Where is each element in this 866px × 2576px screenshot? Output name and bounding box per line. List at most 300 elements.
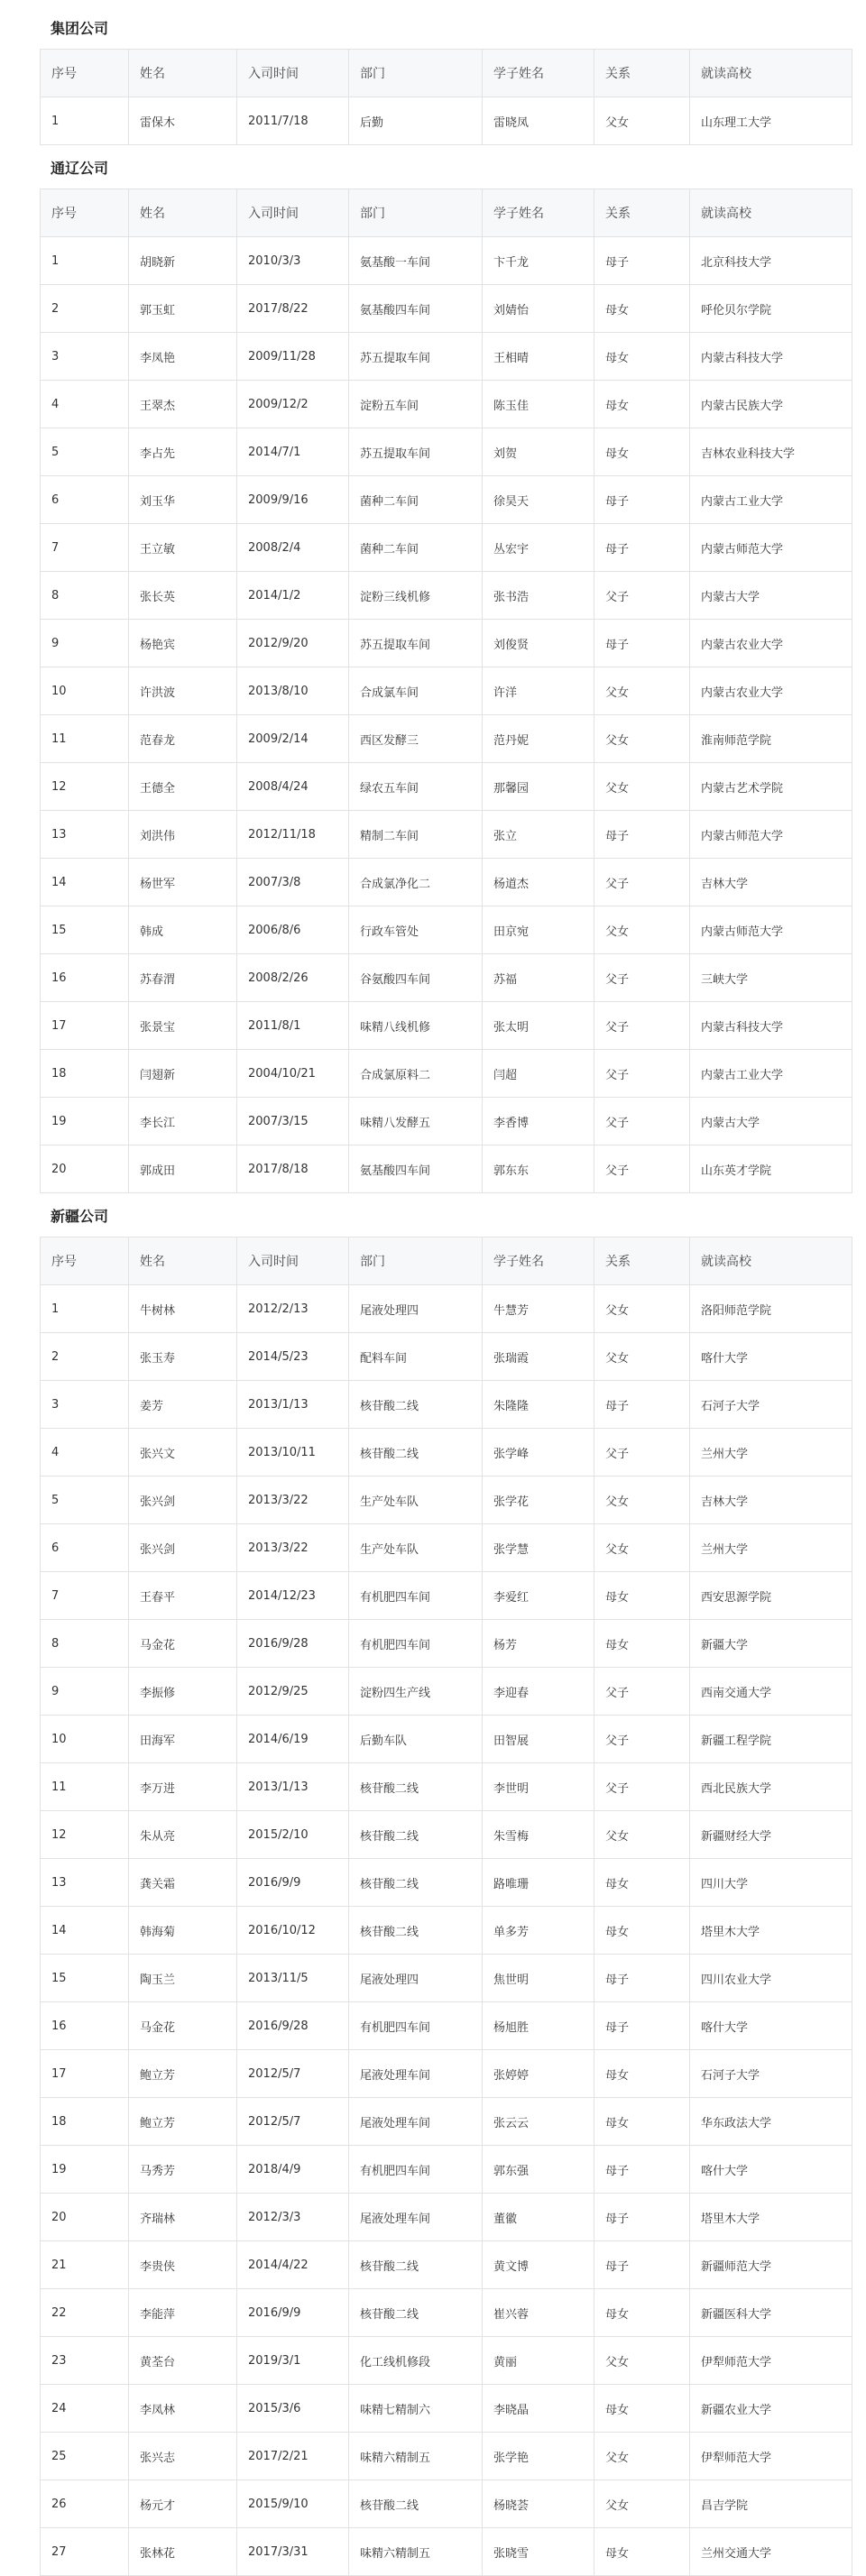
table-row [41,2385,852,2433]
cell-index: 11 [41,715,129,763]
cell-employee-name: 李凤艳 [129,333,237,381]
header-join-date: 入司时间 [237,1237,349,1285]
cell-join-date: 2006/8/6 [237,906,349,954]
cell-department: 味精八发酵五 [349,1098,483,1145]
cell-student-name: 田京宛 [483,906,594,954]
cell-student-name: 张书浩 [483,572,594,620]
document-body [40,0,852,2576]
cell-join-date: 2014/4/22 [237,2241,349,2289]
cell-employee-name: 张长英 [129,572,237,620]
cell-university: 新疆工程学院 [690,1716,852,1763]
table-row [41,476,852,524]
cell-index: 4 [41,1429,129,1477]
cell-relation: 母子 [594,2241,690,2289]
cell-relation: 父女 [594,715,690,763]
cell-university: 新疆师范大学 [690,2241,852,2289]
cell-employee-name: 郭成田 [129,1145,237,1193]
table-row [41,1002,852,1050]
cell-employee-name: 陶玉兰 [129,1955,237,2002]
cell-index: 21 [41,2241,129,2289]
cell-student-name: 郭东强 [483,2146,594,2194]
table-row [41,811,852,859]
cell-department: 氨基酸四车间 [349,285,483,333]
cell-employee-name: 李能萍 [129,2289,237,2337]
cell-join-date: 2014/6/19 [237,1716,349,1763]
cell-index: 7 [41,524,129,572]
cell-employee-name: 鲍立芳 [129,2050,237,2098]
cell-join-date: 2013/3/22 [237,1524,349,1572]
cell-relation: 母女 [594,381,690,428]
cell-employee-name: 韩海菊 [129,1907,237,1955]
cell-employee-name: 韩成 [129,906,237,954]
header-employee-name: 姓名 [129,50,237,97]
cell-relation: 母子 [594,2002,690,2050]
cell-relation: 父子 [594,1716,690,1763]
cell-join-date: 2015/9/10 [237,2480,349,2528]
cell-relation: 父女 [594,2433,690,2480]
cell-join-date: 2015/3/6 [237,2385,349,2433]
table-row [41,2002,852,2050]
cell-student-name: 陈玉佳 [483,381,594,428]
cell-join-date: 2016/9/9 [237,1859,349,1907]
cell-student-name: 杨道杰 [483,859,594,906]
table-row [41,1145,852,1193]
cell-student-name: 田智展 [483,1716,594,1763]
cell-join-date: 2014/1/2 [237,572,349,620]
cell-relation: 父女 [594,1811,690,1859]
table-row [41,954,852,1002]
cell-employee-name: 闫翅新 [129,1050,237,1098]
table-row [41,906,852,954]
cell-employee-name: 范春龙 [129,715,237,763]
cell-employee-name: 马金花 [129,1620,237,1668]
cell-department: 淀粉四生产线 [349,1668,483,1716]
cell-university: 伊犁师范大学 [690,2337,852,2385]
cell-join-date: 2013/10/11 [237,1429,349,1477]
cell-department: 核苷酸二线 [349,1907,483,1955]
header-department: 部门 [349,189,483,237]
cell-university: 内蒙古师范大学 [690,906,852,954]
header-university: 就读高校 [690,1237,852,1285]
cell-employee-name: 李贵侠 [129,2241,237,2289]
cell-index: 18 [41,1050,129,1098]
cell-index: 2 [41,1333,129,1381]
cell-index: 18 [41,2098,129,2146]
cell-relation: 母女 [594,285,690,333]
cell-index: 16 [41,954,129,1002]
cell-employee-name: 苏春渭 [129,954,237,1002]
cell-join-date: 2009/12/2 [237,381,349,428]
cell-student-name: 崔兴蓉 [483,2289,594,2337]
cell-join-date: 2015/2/10 [237,1811,349,1859]
section-title: 集团公司 [51,20,109,37]
cell-student-name: 范丹妮 [483,715,594,763]
cell-university: 喀什大学 [690,2146,852,2194]
cell-student-name: 张太明 [483,1002,594,1050]
cell-employee-name: 张玉寿 [129,1333,237,1381]
cell-university: 兰州大学 [690,1429,852,1477]
cell-university: 四川农业大学 [690,1955,852,2002]
cell-university: 内蒙古师范大学 [690,524,852,572]
cell-department: 化工线机修段 [349,2337,483,2385]
cell-relation: 母女 [594,1859,690,1907]
cell-relation: 母女 [594,2528,690,2576]
cell-university: 内蒙古农业大学 [690,667,852,715]
cell-university: 塔里木大学 [690,1907,852,1955]
cell-relation: 母子 [594,811,690,859]
cell-student-name: 张学花 [483,1477,594,1524]
cell-department: 尾液处理车间 [349,2050,483,2098]
cell-department: 菌种二车间 [349,476,483,524]
cell-join-date: 2016/10/12 [237,1907,349,1955]
cell-index: 23 [41,2337,129,2385]
cell-employee-name: 马秀芳 [129,2146,237,2194]
cell-relation: 父子 [594,1429,690,1477]
cell-student-name: 李迎春 [483,1668,594,1716]
cell-student-name: 那馨园 [483,763,594,811]
table-row [41,1859,852,1907]
cell-index: 8 [41,572,129,620]
header-join-date: 入司时间 [237,189,349,237]
cell-index: 14 [41,859,129,906]
cell-university: 新疆大学 [690,1620,852,1668]
cell-relation: 母女 [594,1620,690,1668]
cell-index: 11 [41,1763,129,1811]
cell-relation: 父子 [594,1002,690,1050]
cell-department: 有机肥四车间 [349,2002,483,2050]
cell-department: 西区发酵三 [349,715,483,763]
cell-index: 1 [41,97,129,145]
cell-university: 石河子大学 [690,2050,852,2098]
cell-relation: 母子 [594,620,690,667]
table-row [41,2433,852,2480]
cell-department: 氨基酸四车间 [349,1145,483,1193]
cell-relation: 母女 [594,428,690,476]
cell-university: 喀什大学 [690,1333,852,1381]
cell-join-date: 2017/3/31 [237,2528,349,2576]
cell-university: 呼伦贝尔学院 [690,285,852,333]
table-row [41,2289,852,2337]
cell-university: 吉林农业科技大学 [690,428,852,476]
cell-index: 3 [41,1381,129,1429]
cell-join-date: 2008/2/4 [237,524,349,572]
table-row [41,2528,852,2576]
cell-department: 核苷酸二线 [349,2480,483,2528]
cell-student-name: 刘婧怡 [483,285,594,333]
cell-index: 7 [41,1572,129,1620]
cell-university: 内蒙古大学 [690,1098,852,1145]
cell-index: 20 [41,1145,129,1193]
student-table [40,189,852,1193]
table-row [41,285,852,333]
cell-student-name: 张婷婷 [483,2050,594,2098]
cell-student-name: 李香博 [483,1098,594,1145]
cell-university: 内蒙古民族大学 [690,381,852,428]
cell-student-name: 许洋 [483,667,594,715]
table-row [41,1285,852,1333]
cell-employee-name: 郭玉虹 [129,285,237,333]
cell-join-date: 2017/8/22 [237,285,349,333]
cell-university: 内蒙古农业大学 [690,620,852,667]
cell-join-date: 2008/4/24 [237,763,349,811]
table-row [41,1572,852,1620]
cell-employee-name: 李凤林 [129,2385,237,2433]
cell-student-name: 张立 [483,811,594,859]
cell-student-name: 朱隆隆 [483,1381,594,1429]
cell-employee-name: 王翠杰 [129,381,237,428]
cell-department: 绿农五车间 [349,763,483,811]
cell-join-date: 2010/3/3 [237,237,349,285]
cell-department: 有机肥四车间 [349,2146,483,2194]
cell-department: 核苷酸二线 [349,2289,483,2337]
cell-join-date: 2004/10/21 [237,1050,349,1098]
cell-department: 苏五提取车间 [349,428,483,476]
cell-university: 伊犁师范大学 [690,2433,852,2480]
cell-index: 15 [41,906,129,954]
table-row [41,428,852,476]
header-relation: 关系 [594,50,690,97]
cell-employee-name: 王立敏 [129,524,237,572]
cell-employee-name: 刘玉华 [129,476,237,524]
cell-relation: 母子 [594,237,690,285]
cell-join-date: 2009/11/28 [237,333,349,381]
cell-index: 13 [41,811,129,859]
cell-join-date: 2007/3/8 [237,859,349,906]
cell-join-date: 2013/1/13 [237,1763,349,1811]
header-university: 就读高校 [690,189,852,237]
cell-join-date: 2012/2/13 [237,1285,349,1333]
cell-university: 吉林大学 [690,859,852,906]
cell-index: 20 [41,2194,129,2241]
table-row [41,1763,852,1811]
cell-employee-name: 张兴剑 [129,1524,237,1572]
cell-relation: 母子 [594,476,690,524]
cell-employee-name: 李长江 [129,1098,237,1145]
table-row [41,2480,852,2528]
header-university: 就读高校 [690,50,852,97]
cell-index: 1 [41,1285,129,1333]
cell-department: 苏五提取车间 [349,620,483,667]
cell-student-name: 卞千龙 [483,237,594,285]
cell-department: 淀粉三线机修 [349,572,483,620]
cell-university: 塔里木大学 [690,2194,852,2241]
cell-student-name: 单多芳 [483,1907,594,1955]
cell-relation: 父子 [594,1050,690,1098]
header-student-name: 学子姓名 [483,50,594,97]
cell-department: 尾液处理四 [349,1955,483,2002]
table-row [41,1907,852,1955]
table-row [41,97,852,145]
cell-department: 行政车管处 [349,906,483,954]
cell-relation: 父子 [594,1668,690,1716]
table-header-row [41,189,852,237]
cell-university: 新疆医科大学 [690,2289,852,2337]
cell-index: 4 [41,381,129,428]
table-header-row [41,1237,852,1285]
cell-student-name: 张学慧 [483,1524,594,1572]
cell-student-name: 牛慧芳 [483,1285,594,1333]
cell-index: 3 [41,333,129,381]
cell-university: 华东政法大学 [690,2098,852,2146]
cell-relation: 父女 [594,763,690,811]
cell-student-name: 杨芳 [483,1620,594,1668]
cell-university: 新疆农业大学 [690,2385,852,2433]
table-row [41,1050,852,1098]
cell-join-date: 2012/9/25 [237,1668,349,1716]
cell-index: 9 [41,620,129,667]
cell-department: 核苷酸二线 [349,1859,483,1907]
cell-employee-name: 张兴文 [129,1429,237,1477]
cell-university: 内蒙古大学 [690,572,852,620]
table-row [41,1811,852,1859]
cell-department: 氨基酸一车间 [349,237,483,285]
cell-employee-name: 牛树林 [129,1285,237,1333]
cell-student-name: 徐昊天 [483,476,594,524]
table-row [41,2098,852,2146]
cell-join-date: 2013/1/13 [237,1381,349,1429]
cell-student-name: 闫超 [483,1050,594,1098]
table-row [41,1524,852,1572]
table-row [41,667,852,715]
section-title: 通辽公司 [51,160,109,177]
cell-index: 19 [41,2146,129,2194]
cell-university: 山东英才学院 [690,1145,852,1193]
cell-department: 尾液处理车间 [349,2098,483,2146]
cell-join-date: 2014/7/1 [237,428,349,476]
cell-department: 核苷酸二线 [349,1381,483,1429]
cell-student-name: 焦世明 [483,1955,594,2002]
cell-university: 新疆财经大学 [690,1811,852,1859]
cell-relation: 母女 [594,2385,690,2433]
student-table [40,49,852,145]
header-department: 部门 [349,50,483,97]
cell-join-date: 2011/7/18 [237,97,349,145]
cell-relation: 父子 [594,1763,690,1811]
cell-index: 24 [41,2385,129,2433]
cell-department: 有机肥四车间 [349,1620,483,1668]
cell-relation: 父女 [594,97,690,145]
cell-employee-name: 齐瑞林 [129,2194,237,2241]
cell-department: 核苷酸二线 [349,2241,483,2289]
header-department: 部门 [349,1237,483,1285]
table-header-row [41,50,852,97]
cell-index: 12 [41,763,129,811]
table-row [41,1333,852,1381]
cell-university: 兰州大学 [690,1524,852,1572]
cell-student-name: 李爱红 [483,1572,594,1620]
cell-join-date: 2018/4/9 [237,2146,349,2194]
cell-student-name: 朱雪梅 [483,1811,594,1859]
cell-relation: 父女 [594,2337,690,2385]
cell-join-date: 2019/3/1 [237,2337,349,2385]
cell-employee-name: 张景宝 [129,1002,237,1050]
cell-department: 核苷酸二线 [349,1763,483,1811]
header-student-name: 学子姓名 [483,189,594,237]
cell-index: 6 [41,1524,129,1572]
cell-student-name: 丛宏宇 [483,524,594,572]
table-row [41,237,852,285]
table-row [41,2050,852,2098]
cell-university: 昌吉学院 [690,2480,852,2528]
cell-university: 内蒙古艺术学院 [690,763,852,811]
table-row [41,333,852,381]
table-row [41,1429,852,1477]
cell-join-date: 2009/2/14 [237,715,349,763]
cell-index: 10 [41,667,129,715]
cell-university: 北京科技大学 [690,237,852,285]
cell-student-name: 雷晓凤 [483,97,594,145]
cell-relation: 父女 [594,667,690,715]
cell-join-date: 2017/2/21 [237,2433,349,2480]
cell-employee-name: 姜芳 [129,1381,237,1429]
cell-join-date: 2012/3/3 [237,2194,349,2241]
cell-employee-name: 鲍立芳 [129,2098,237,2146]
cell-university: 石河子大学 [690,1381,852,1429]
table-row [41,2337,852,2385]
cell-relation: 母女 [594,1907,690,1955]
cell-employee-name: 田海军 [129,1716,237,1763]
cell-department: 后勤车队 [349,1716,483,1763]
table-row [41,620,852,667]
cell-department: 尾液处理四 [349,1285,483,1333]
cell-student-name: 郭东东 [483,1145,594,1193]
cell-relation: 母女 [594,2289,690,2337]
cell-employee-name: 李占先 [129,428,237,476]
header-employee-name: 姓名 [129,189,237,237]
cell-relation: 母子 [594,1955,690,2002]
cell-department: 味精六精制五 [349,2528,483,2576]
cell-department: 味精七精制六 [349,2385,483,2433]
header-relation: 关系 [594,1237,690,1285]
cell-university: 西北民族大学 [690,1763,852,1811]
student-table [40,1237,852,2576]
cell-join-date: 2016/9/28 [237,2002,349,2050]
table-row [41,524,852,572]
cell-student-name: 张学峰 [483,1429,594,1477]
cell-department: 苏五提取车间 [349,333,483,381]
cell-department: 淀粉五车间 [349,381,483,428]
cell-index: 10 [41,1716,129,1763]
cell-student-name: 黄丽 [483,2337,594,2385]
cell-relation: 母女 [594,1572,690,1620]
cell-join-date: 2012/9/20 [237,620,349,667]
cell-relation: 父子 [594,1098,690,1145]
cell-employee-name: 刘洪伟 [129,811,237,859]
cell-join-date: 2014/5/23 [237,1333,349,1381]
company-section [40,1197,852,2576]
cell-relation: 父女 [594,1285,690,1333]
cell-relation: 父女 [594,1333,690,1381]
table-row [41,381,852,428]
cell-university: 山东理工大学 [690,97,852,145]
cell-student-name: 苏福 [483,954,594,1002]
cell-university: 兰州交通大学 [690,2528,852,2576]
company-section [40,9,852,145]
cell-index: 1 [41,237,129,285]
cell-join-date: 2012/5/7 [237,2098,349,2146]
cell-relation: 父女 [594,2480,690,2528]
cell-department: 核苷酸二线 [349,1429,483,1477]
cell-relation: 父女 [594,1524,690,1572]
cell-employee-name: 杨元才 [129,2480,237,2528]
cell-relation: 父女 [594,906,690,954]
table-row [41,1668,852,1716]
cell-student-name: 王相晴 [483,333,594,381]
cell-department: 谷氨酸四车间 [349,954,483,1002]
cell-university: 内蒙古科技大学 [690,333,852,381]
cell-department: 配料车间 [349,1333,483,1381]
cell-university: 西南交通大学 [690,1668,852,1716]
